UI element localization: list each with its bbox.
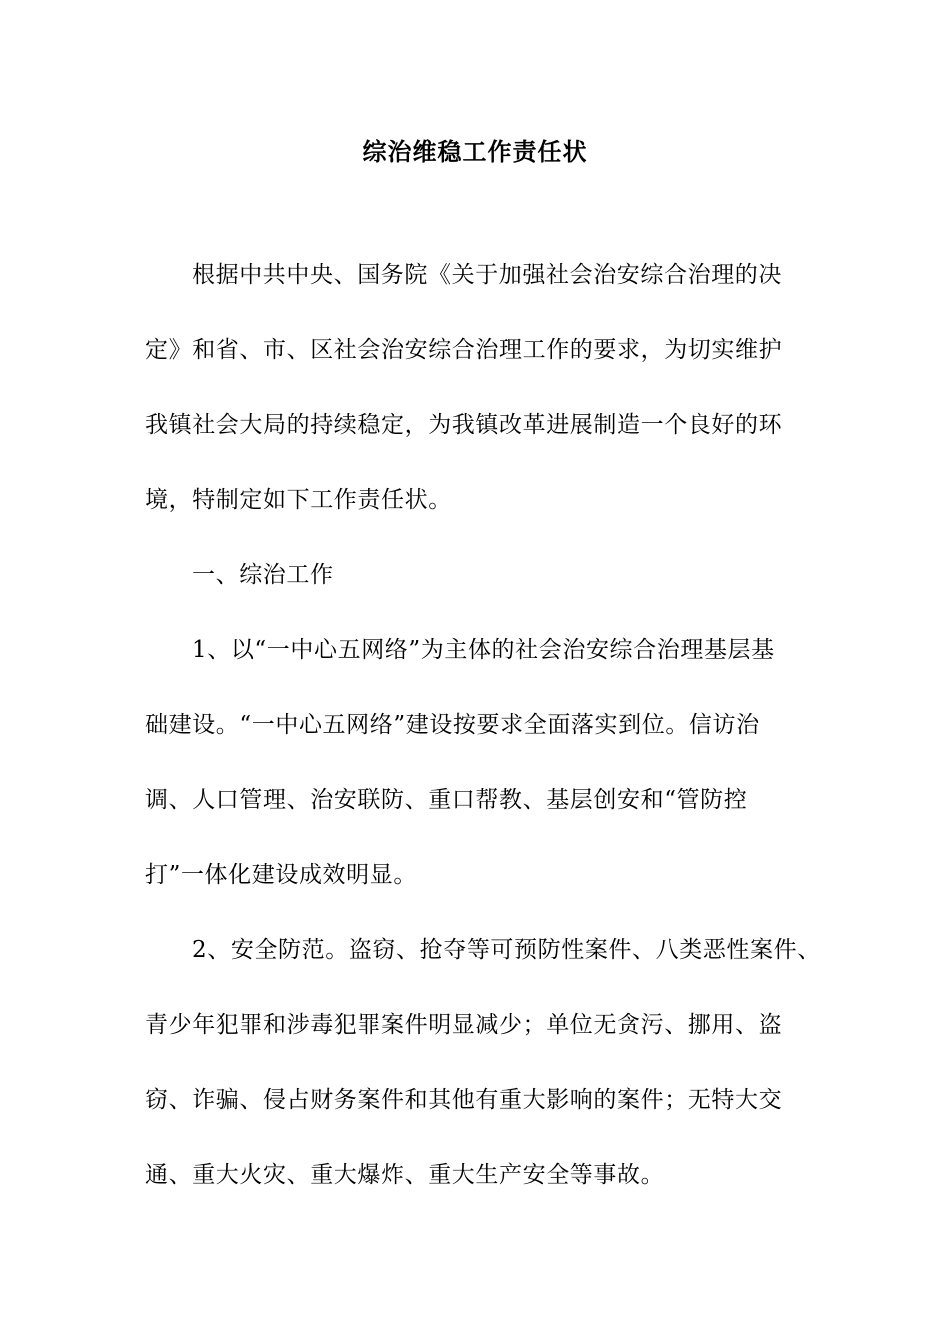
paragraph-line: 定》和省、市、区社会治安综合治理工作的要求，为切实维护 bbox=[145, 337, 783, 363]
paragraph-line: 青少年犯罪和涉毒犯罪案件明显减少；单位无贪污、挪用、盗 bbox=[145, 1012, 783, 1038]
paragraph-line: 调、人口管理、治安联防、重口帮教、基层创安和“管防控 bbox=[145, 787, 748, 813]
document-title: 综治维稳工作责任状 bbox=[362, 138, 588, 166]
paragraph-line: 窃、诈骗、侵占财务案件和其他有重大影响的案件；无特大交 bbox=[145, 1087, 783, 1113]
section-heading: 一、综治工作 bbox=[192, 562, 334, 588]
paragraph-line: 我镇社会大局的持续稳定，为我镇改革进展制造一个良好的环 bbox=[145, 412, 783, 438]
paragraph-line: 打”一体化建设成效明显。 bbox=[145, 862, 417, 888]
paragraph-line: 1、以“一中心五网络”为主体的社会治安综合治理基层基 bbox=[192, 637, 775, 663]
paragraph-line: 础建设。“一中心五网络”建设按要求全面落实到位。信访治 bbox=[145, 712, 760, 738]
paragraph-line: 根据中共中央、国务院《关于加强社会治安综合治理的决 bbox=[192, 262, 782, 288]
paragraph-line: 2、安全防范。盗窃、抢夺等可预防性案件、八类恶性案件、 bbox=[192, 937, 821, 963]
paragraph-line: 境，特制定如下工作责任状。 bbox=[145, 487, 452, 513]
paragraph-line: 通、重大火灾、重大爆炸、重大生产安全等事故。 bbox=[145, 1162, 665, 1188]
